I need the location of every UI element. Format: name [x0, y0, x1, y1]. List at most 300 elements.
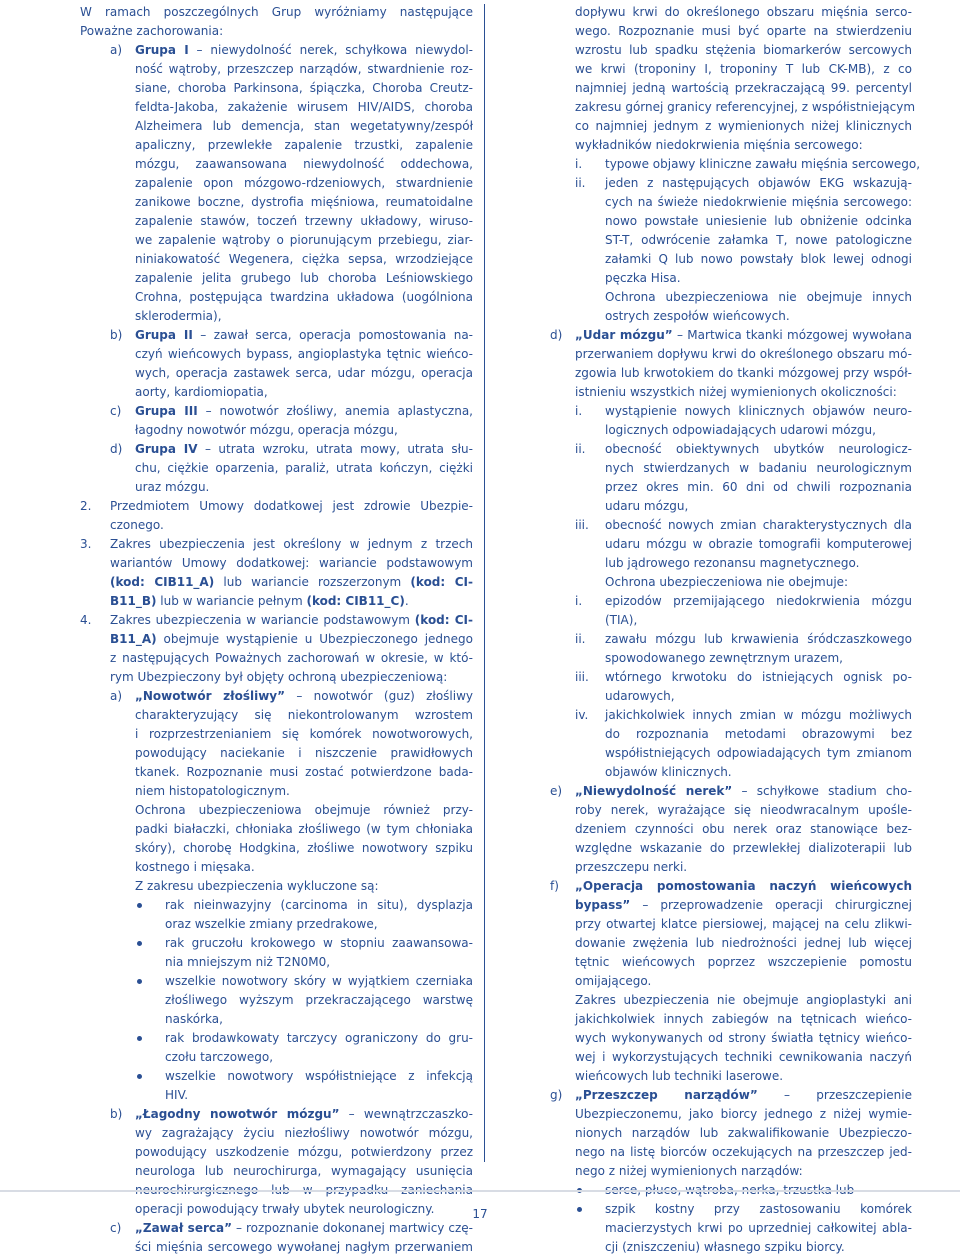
text-run: wszelkie nowotwory współistniejące z infekcją: [165, 1069, 473, 1083]
text-run: roby nerek, wyrażające się nieodwracalnym upośle-: [575, 803, 912, 817]
text-line: [135, 307, 473, 326]
list-marker: e): [550, 784, 563, 798]
text-line: [605, 668, 912, 687]
text-run: przez okres min. 60 dni od chwili rozpoznania: [605, 480, 912, 494]
text-line: [605, 440, 912, 459]
text-line: [605, 250, 912, 269]
text-run: udaru mózgu w obrazie tomografii komputerowej: [605, 537, 912, 551]
text-line: [110, 630, 473, 649]
text-run: – wewnątrzczaszko-: [339, 1107, 473, 1121]
text-run: charakteryzujący się niekontrolowanym wzrostem: [135, 708, 473, 722]
text-run: cji (zniszczeniu) własnego szpiku biorcy.: [605, 1240, 845, 1254]
text-line: [605, 592, 912, 611]
text-run: – nowotwór (guz) złośliwy: [285, 689, 473, 703]
bold-term: (kod: CI-: [410, 575, 473, 589]
bold-term: „Operacja pomostowania naczyń wieńcowych: [575, 879, 912, 893]
text-run: kostnego i mięsaka.: [135, 860, 255, 874]
text-run: rak nieinwazyjny (carcinoma in situ), dysplazja: [165, 898, 473, 912]
text-line: [165, 934, 473, 953]
text-run: obecność obiektywnych ubytków neurologicz-: [605, 442, 912, 456]
text-run: nego na listę biorców oczekujących na przeszczep jed-: [575, 1145, 912, 1159]
bold-term: „Łagodny nowotwór mózgu”: [135, 1107, 340, 1121]
text-run: Ochrona ubezpieczeniowa obejmuje również przy-: [135, 803, 473, 817]
text-run: – niewydolność nerek, schyłkowa niewydol-: [188, 43, 473, 57]
text-line: [135, 364, 473, 383]
text-run: – przeszczepienie: [757, 1088, 912, 1102]
text-line: [165, 915, 473, 934]
text-run: tętnic wieńcowych poprzez wszczepienie pomostu: [575, 955, 912, 969]
text-run: i rozprzestrzenianiem się komórek nowotworowych,: [135, 727, 473, 741]
text-line: [605, 725, 912, 744]
text-line: [135, 250, 473, 269]
page-number: 17: [472, 1207, 488, 1221]
text-run: Zakres ubezpieczenia jest określony w jednym z trzech: [110, 537, 473, 551]
text-line: [135, 820, 473, 839]
text-line: [605, 288, 912, 307]
text-line: [575, 41, 912, 60]
text-line: [80, 3, 473, 22]
list-marker: 4.: [80, 613, 92, 627]
text-line: [605, 630, 912, 649]
text-line: [110, 497, 473, 516]
text-run: feldta-Jakoba, zakażenie wirusem HIV/AIDS, choroba: [135, 100, 473, 114]
text-line: [165, 1048, 473, 1067]
text-run: Ubezpieczonemu, jako biorcy jednego z niżej wymie-: [575, 1107, 912, 1121]
text-line: [135, 136, 473, 155]
text-run: wy zagrażający życiu niezłośliwy nowotwór mózgu,: [135, 1126, 473, 1140]
text-run: Ochrona ubezpieczeniowa nie obejmuje:: [605, 575, 849, 589]
text-line: [575, 782, 912, 801]
text-run: przerwaniem dopływu krwi do określonego obszaru mó-: [575, 347, 912, 361]
text-run: Zakres ubezpieczenia w wariancie podstawowym: [110, 613, 415, 627]
text-run: lub jądrowego rezonansu magnetycznego.: [605, 556, 860, 570]
text-run: W ramach poszczególnych Grup wyróżniamy następujące: [80, 5, 473, 19]
text-line: [135, 79, 473, 98]
text-run: HIV.: [165, 1088, 189, 1102]
text-line: [110, 668, 473, 687]
text-line: [135, 383, 473, 402]
text-line: [165, 953, 473, 972]
bold-term: (kod: CIB11_C): [306, 594, 405, 608]
text-line: [135, 725, 473, 744]
text-line: [605, 535, 912, 554]
text-line: [135, 763, 473, 782]
text-run: – schyłkowe stadium cho-: [732, 784, 912, 798]
text-run: we krwi (troponiny I, troponiny T lub CK-MB), z co: [575, 62, 912, 76]
bullet-dot: [137, 1074, 142, 1079]
text-run: niniakowatość Wegenera, ciężka sepsa, wrzodziejące: [135, 252, 473, 266]
bold-term: B11_A): [110, 632, 157, 646]
text-line: [135, 117, 473, 136]
text-run: epizodów przemijającego niedokrwienia mózgu: [605, 594, 912, 608]
text-line: [165, 1010, 473, 1029]
text-line: [575, 858, 912, 877]
bold-term: „Przeszczep narządów”: [575, 1088, 758, 1102]
text-line: [575, 1029, 912, 1048]
text-line: [110, 649, 473, 668]
text-run: zgowia lub krwotokiem do tkanki mózgowej przy współ-: [575, 366, 912, 380]
column-divider: [484, 4, 485, 1162]
text-run: obejmuje wystąpienie u Ubezpieczonego jednego: [156, 632, 473, 646]
list-marker: 3.: [80, 537, 92, 551]
text-run: sklerodermia),: [135, 309, 222, 323]
text-line: [605, 1238, 912, 1257]
text-run: neurologa lub neurochirurga, wymagający usunięcia: [135, 1164, 473, 1178]
text-line: [135, 269, 473, 288]
text-line: [605, 687, 912, 706]
text-line: [135, 155, 473, 174]
list-marker: g): [550, 1088, 563, 1102]
text-line: [135, 839, 473, 858]
text-line: [575, 364, 912, 383]
list-marker: a): [110, 689, 123, 703]
text-run: Ochrona ubezpieczeniowa nie obejmuje innych: [605, 290, 912, 304]
text-line: [135, 421, 473, 440]
text-run: wariantów Umowy dodatkowej: wariancie podstawowym: [110, 556, 473, 570]
text-line: [575, 1124, 912, 1143]
text-line: [135, 440, 473, 459]
text-line: [575, 1143, 912, 1162]
list-marker: ii.: [575, 176, 586, 190]
text-run: załamki Q lub nowo powstały blok lewej odnogi: [605, 252, 912, 266]
text-run: zanikowe boczne, dystrofia mięśniowa, reumatoidalne: [135, 195, 473, 209]
list-marker: iii.: [575, 518, 589, 532]
text-line: [110, 573, 473, 592]
text-run: .: [404, 594, 409, 608]
text-run: Crohna, postępująca twardzina układowa (uogólniona: [135, 290, 473, 304]
text-run: cych na świeże niedokrwienie mięśnia sercowego:: [605, 195, 912, 209]
bold-term: „Niewydolność nerek”: [575, 784, 733, 798]
bold-term: (kod: CIB11_A): [110, 575, 215, 589]
text-run: wystąpienie nowych klinicznych objawów neuro-: [605, 404, 912, 418]
text-line: [575, 972, 912, 991]
text-line: [575, 896, 912, 915]
text-run: – przeprowadzenie operacji chirurgicznej: [630, 898, 912, 912]
text-run: nego z niżej wymienionych narządów:: [575, 1164, 803, 1178]
text-run: Z zakresu ubezpieczenia wykluczone są:: [135, 879, 379, 893]
text-line: [575, 1067, 912, 1086]
text-run: nionych narządów lub zakwalifikowanie Ubezpieczo-: [575, 1126, 912, 1140]
text-line: [605, 516, 912, 535]
text-line: [605, 744, 912, 763]
text-line: [575, 934, 912, 953]
text-run: względne wskazanie do przewlekłej dializoterapii lub: [575, 841, 912, 855]
text-run: zapalenie jelita grubego lub choroba Leśniowskiego: [135, 271, 473, 285]
text-run: tkanek. Rozpoznanie musi zostać potwierdzone bada-: [135, 765, 473, 779]
text-line: [575, 3, 912, 22]
list-marker: d): [110, 442, 123, 456]
text-run: istnieniu wszystkich niżej wymienionych okoliczności:: [575, 385, 897, 399]
text-line: [135, 1143, 473, 1162]
text-line: [605, 421, 912, 440]
text-run: – Martwica tkanki mózgowej wywołana: [672, 328, 912, 342]
text-line: [165, 1086, 473, 1105]
text-run: apaliczny, przewlekłe zapalenie trzustki, zapalenie: [135, 138, 473, 152]
text-line: [135, 1105, 473, 1124]
text-run: ST-T, odwrócenie załamka T, nowe patologiczne: [605, 233, 912, 247]
bold-term: „Zawał serca”: [135, 1221, 232, 1235]
text-run: złośliwego wyższym przekraczającego warstwę: [165, 993, 473, 1007]
text-run: przeszczepu nerki.: [575, 860, 688, 874]
text-line: [575, 839, 912, 858]
text-line: [575, 953, 912, 972]
text-line: [135, 98, 473, 117]
text-run: ści mięśnia sercowego wywołanej nagłym przerwaniem: [135, 1240, 473, 1254]
list-marker: 2.: [80, 499, 92, 513]
text-line: [135, 877, 473, 896]
list-marker: ii.: [575, 632, 586, 646]
text-line: [575, 991, 912, 1010]
text-line: [135, 459, 473, 478]
text-line: [575, 345, 912, 364]
text-run: naskórka,: [165, 1012, 223, 1026]
text-line: [575, 326, 912, 345]
text-run: zapalenie stawów, toczeń trzewny układowy, wiruso-: [135, 214, 473, 228]
text-run: obecność nowych zmian charakterystycznych dla: [605, 518, 912, 532]
text-run: czołu tarczowego,: [165, 1050, 274, 1064]
text-run: nowo powstałe uniesienie lub obniżenie odcinka: [605, 214, 912, 228]
text-run: najmniej jedną wartością przekraczającą 99. percentyl: [575, 81, 912, 95]
text-line: [135, 174, 473, 193]
text-line: [110, 554, 473, 573]
text-line: [605, 649, 912, 668]
footer-rule: [0, 1190, 960, 1192]
text-run: omijającego.: [575, 974, 652, 988]
text-run: rak brodawkowaty tarczycy ograniczony do gru-: [165, 1031, 473, 1045]
text-run: – rozpoznanie dokonanej martwicy czę-: [231, 1221, 473, 1235]
text-line: [575, 60, 912, 79]
text-run: uraz mózgu.: [135, 480, 210, 494]
text-run: – zawał serca, operacja pomostowania na-: [192, 328, 474, 342]
text-run: Przedmiotem Umowy dodatkowej jest zdrowie Ubezpie-: [110, 499, 473, 513]
text-run: logicznych odpowiadających udarowi mózgu,: [605, 423, 876, 437]
text-run: niem histopatologicznym.: [135, 784, 290, 798]
text-line: [575, 22, 912, 41]
text-run: wszelkie nowotwory skóry w wyjątkiem czerniaka: [165, 974, 473, 988]
text-run: wych wykonywanych od strony światła tętnicy wieńco-: [575, 1031, 912, 1045]
text-line: [135, 402, 473, 421]
text-run: powodujący naciekanie i niszczenie prawidłowych: [135, 746, 473, 760]
text-line: [605, 269, 912, 288]
text-line: [575, 801, 912, 820]
text-line: [110, 611, 473, 630]
text-line: [605, 231, 912, 250]
list-marker: c): [110, 404, 122, 418]
text-run: siane, choroba Parkinsona, śpiączka, Choroba Creutz-: [135, 81, 473, 95]
text-line: [110, 516, 473, 535]
text-run: wykładników niedokrwienia mięśnia sercowego:: [575, 138, 863, 152]
text-line: [605, 193, 912, 212]
text-run: nych stwierdzanych w badaniu neurologicznym: [605, 461, 912, 475]
text-run: Zakres ubezpieczenia nie obejmuje angioplastyki ani: [575, 993, 912, 1007]
bold-term: Grupa II: [135, 328, 193, 342]
text-line: [605, 611, 912, 630]
text-run: typowe objawy kliniczne zawału mięśnia sercowego,: [605, 157, 921, 171]
text-run: czonego.: [110, 518, 164, 532]
text-run: jakichkolwiek innych zabiegów na tętnicach wieńco-: [575, 1012, 912, 1026]
text-run: Alzheimera lub demencja, stan wegetatywny/zespół: [135, 119, 473, 133]
text-run: skóry), chorobę Hodgkina, złośliwe nowotwory szpiku: [135, 841, 473, 855]
bold-term: „Udar mózgu”: [575, 328, 673, 342]
text-run: dopływu krwi do określonego obszaru mięśnia serco-: [575, 5, 912, 19]
text-line: [110, 592, 473, 611]
text-line: [605, 554, 912, 573]
text-line: [605, 573, 912, 592]
text-line: [575, 1010, 912, 1029]
text-run: objawów klinicznych.: [605, 765, 732, 779]
text-line: [575, 136, 912, 155]
text-line: [605, 459, 912, 478]
list-marker: c): [110, 1221, 122, 1235]
list-marker: a): [110, 43, 123, 57]
text-line: [575, 383, 912, 402]
text-run: mózgu, zaawansowana niewydolność oddechowa,: [135, 157, 473, 171]
text-line: [575, 915, 912, 934]
text-run: aorty, kardiomiopatia,: [135, 385, 268, 399]
text-line: [575, 117, 912, 136]
text-line: [135, 1162, 473, 1181]
text-run: wego. Rozpoznanie musi być oparte na stwierdzeniu: [575, 24, 912, 38]
text-run: pęczka Hisa.: [605, 271, 681, 285]
text-run: wej i wykorzystujących techniki cewnikowania naczyń: [575, 1050, 912, 1064]
text-run: wieńcowych lub techniki laserowe.: [575, 1069, 784, 1083]
text-run: jakichkolwiek innych zmian w mózgu możliwych: [605, 708, 912, 722]
text-line: [605, 763, 912, 782]
bold-term: bypass”: [575, 898, 631, 912]
bullet-dot: [137, 941, 142, 946]
text-line: [135, 345, 473, 364]
list-marker: i.: [575, 157, 583, 171]
text-line: [135, 231, 473, 250]
text-run: rak gruczołu krokowego w stopniu zaawansowa-: [165, 936, 473, 950]
text-run: czyń wieńcowych bypass, angioplastyka tętnic wieńco-: [135, 347, 473, 361]
text-line: [575, 79, 912, 98]
text-line: [575, 98, 916, 117]
text-run: wtórnego krwotoku do istniejących ognisk po-: [605, 670, 912, 684]
text-line: [135, 801, 473, 820]
text-run: oraz wszelkie zmiany przedrakowe,: [165, 917, 378, 931]
list-marker: i.: [575, 404, 583, 418]
bold-term: B11_B): [110, 594, 157, 608]
text-run: – nowotwór złośliwy, anemia aplastyczna,: [197, 404, 473, 418]
text-line: [165, 991, 473, 1010]
list-marker: iii.: [575, 670, 589, 684]
text-line: [135, 706, 473, 725]
text-run: chu, ciężkie oparzenia, paraliż, utrata kończyn, ciężki: [135, 461, 473, 475]
text-run: operacji powodujący trwały ubytek neurologiczny.: [135, 1202, 435, 1216]
text-line: [575, 877, 912, 896]
text-run: – utrata wzroku, utrata mowy, utrata słu-: [197, 442, 473, 456]
text-run: zapalenie opon mózgowo-rdzeniowych, stwardnienie: [135, 176, 473, 190]
bold-term: Grupa III: [135, 404, 198, 418]
text-run: dowanie zwężenia lub niedrożności jednej lub więcej: [575, 936, 912, 950]
bold-term: „Nowotwór złośliwy”: [135, 689, 286, 703]
text-line: [135, 288, 473, 307]
text-line: [135, 478, 473, 497]
text-line: [605, 307, 912, 326]
text-line: [165, 972, 473, 991]
text-run: przy otwartej klatce piersiowej, mającej na celu zlikwi-: [575, 917, 912, 931]
text-run: (TIA),: [605, 613, 638, 627]
text-run: z następujących Poważnych zachorowań w okresie, w któ-: [110, 651, 473, 665]
bullet-dot: [137, 903, 142, 908]
text-run: powodujący uszkodzenie mózgu, potwierdzony przez: [135, 1145, 473, 1159]
text-line: [135, 212, 473, 231]
text-run: lub w wariancie pełnym: [156, 594, 307, 608]
text-line: [575, 1048, 912, 1067]
text-line: [165, 1067, 473, 1086]
bold-term: (kod: CI-: [414, 613, 473, 627]
text-run: udarowych,: [605, 689, 675, 703]
text-line: [135, 687, 473, 706]
list-marker: f): [550, 879, 559, 893]
text-line: [135, 858, 473, 877]
text-line: [575, 1162, 912, 1181]
text-line: [135, 744, 473, 763]
text-run: ostrych zespołów wieńcowych.: [605, 309, 790, 323]
text-run: współistniejących odpowiadających tym zmianom: [605, 746, 912, 760]
list-marker: i.: [575, 594, 583, 608]
text-run: ność wątroby, przeszczep narządów, stwardnienie roz-: [135, 62, 473, 76]
text-line: [165, 896, 473, 915]
text-run: co najmniej jednym z wymienionych niżej klinicznych: [575, 119, 912, 133]
text-line: [135, 782, 473, 801]
text-run: macierzystych krwi po uprzedniej całkowitej abla-: [605, 1221, 912, 1235]
list-marker: iv.: [575, 708, 589, 722]
text-run: szpik kostny przy zastosowaniu komórek: [605, 1202, 912, 1216]
text-line: [605, 706, 912, 725]
text-run: wych, operacja zastawek serca, udar mózgu, operacja: [135, 366, 473, 380]
text-line: [165, 1029, 473, 1048]
text-line: [135, 1238, 473, 1257]
text-line: [110, 535, 473, 554]
bold-term: Grupa IV: [135, 442, 198, 456]
text-line: [575, 1105, 912, 1124]
text-run: do rozpoznania metodami obrazowymi bez: [605, 727, 912, 741]
text-run: spowodowanego zewnętrznym urazem,: [605, 651, 843, 665]
text-line: [135, 60, 473, 79]
text-line: [135, 1124, 473, 1143]
text-line: [135, 41, 473, 60]
text-run: łagodny nowotwór mózgu, operacja mózgu,: [135, 423, 398, 437]
text-run: Poważne zachorowania:: [80, 24, 224, 38]
text-line: [605, 478, 912, 497]
list-marker: b): [110, 328, 123, 342]
text-run: udaru mózgu,: [605, 499, 689, 513]
text-run: padki białaczki, chłoniaka złośliwego (w tym chłoniaka: [135, 822, 473, 836]
text-line: [80, 22, 473, 41]
text-run: rym Ubezpieczony był objęty ochroną ubezpieczeniową:: [110, 670, 448, 684]
list-marker: ii.: [575, 442, 586, 456]
bullet-dot: [137, 979, 142, 984]
list-marker: d): [550, 328, 563, 342]
text-line: [605, 174, 912, 193]
text-run: zakresu górnej granicy referencyjnej, z współistniejącym: [575, 100, 916, 114]
text-run: we zapalenie wątroby o piorunującym przebiegu, ziar-: [135, 233, 473, 247]
text-line: [575, 820, 912, 839]
list-marker: b): [110, 1107, 123, 1121]
text-line: [605, 155, 921, 174]
text-line: [135, 193, 473, 212]
text-line: [605, 497, 912, 516]
text-run: dzeniem czynności obu nerek oraz stanowiące bez-: [575, 822, 912, 836]
bullet-dot: [137, 1036, 142, 1041]
bold-term: Grupa I: [135, 43, 189, 57]
text-run: lub wariancie rozszerzonym: [214, 575, 411, 589]
text-run: jeden z następujących objawów EKG wskazują-: [605, 176, 912, 190]
text-line: [605, 402, 912, 421]
text-run: zawału mózgu lub krwawienia śródczaszkowego: [605, 632, 912, 646]
